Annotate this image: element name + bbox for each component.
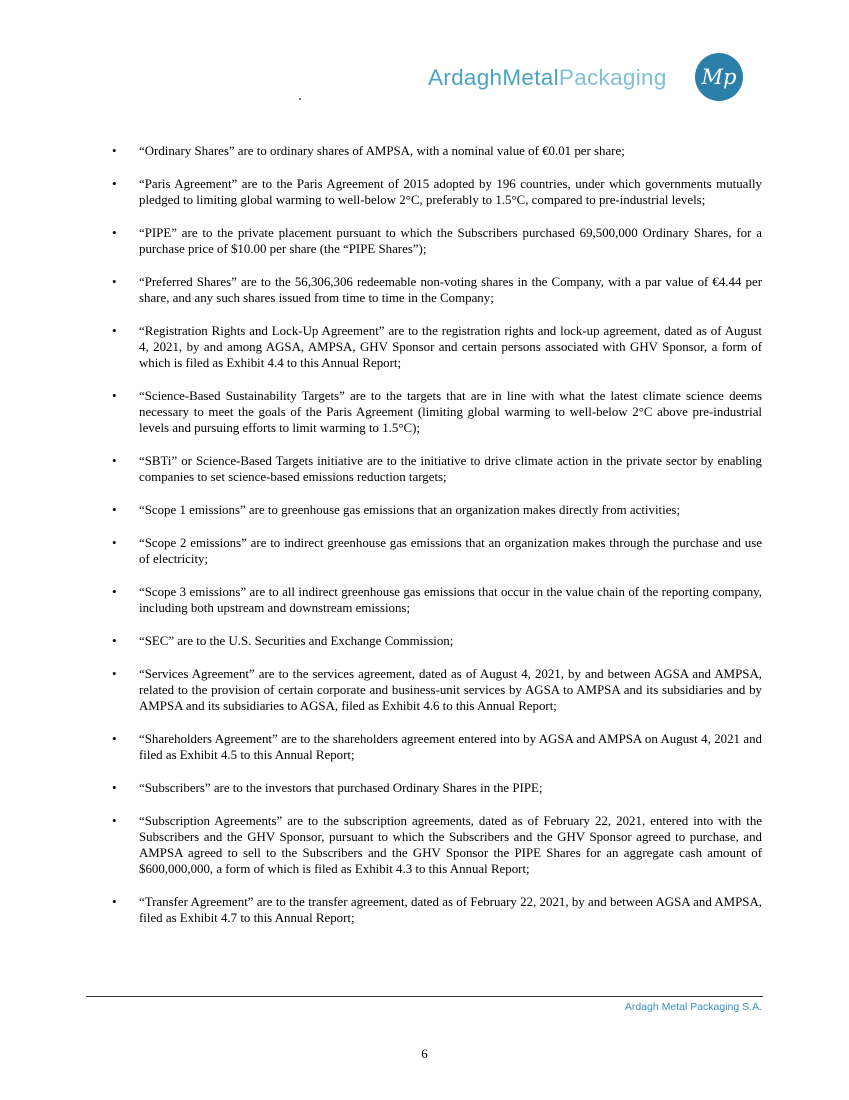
definition-text: “PIPE” are to the private placement pursuant to which the Subscribers purchased 69,500,000 Ordinary Shares, for a purchase price of $10.00 per share (the “PIPE Shares”); bbox=[139, 226, 762, 256]
definition-text: “Paris Agreement” are to the Paris Agreement of 2015 adopted by 196 countries, under which governments mutually pledged to limiting global warming to well-below 2°C, preferably to 1.5°C, compared to pre-industrial levels; bbox=[139, 177, 762, 207]
definition-text: “Shareholders Agreement” are to the shareholders agreement entered into by AGSA and AMPSA on August 4, 2021 and filed as Exhibit 4.5 to this Annual Report; bbox=[139, 732, 762, 762]
brand-word-metal: Metal bbox=[502, 65, 559, 90]
definition-item bbox=[110, 323, 762, 371]
definition-item bbox=[110, 894, 762, 926]
definition-item bbox=[110, 813, 762, 877]
definition-item bbox=[110, 453, 762, 485]
definition-text: “Subscribers” are to the investors that purchased Ordinary Shares in the PIPE; bbox=[139, 781, 543, 795]
definition-text: “Scope 3 emissions” are to all indirect greenhouse gas emissions that occur in the value chain of the reporting company, including both upstream and downstream emissions; bbox=[139, 585, 762, 615]
definition-item bbox=[110, 502, 762, 518]
bullet-icon: • bbox=[112, 780, 117, 795]
bullet-icon: • bbox=[112, 143, 117, 158]
bullet-icon: • bbox=[112, 176, 117, 191]
bullet-icon: • bbox=[112, 731, 117, 746]
bullet-icon: • bbox=[112, 633, 117, 648]
definition-text: “Registration Rights and Lock-Up Agreement” are to the registration rights and lock-up agreement, dated as of August 4, 2021, by and among AGSA, AMPSA, GHV Sponsor and certain persons associated with GHV Sponsor, a form of which is filed as Exhibit 4.4 to this Annual Report; bbox=[139, 324, 762, 370]
definition-item bbox=[110, 388, 762, 436]
brand-wordmark bbox=[428, 65, 667, 91]
definition-text: “Services Agreement” are to the services agreement, dated as of August 4, 2021, by and between AGSA and AMPSA, related to the provision of certain corporate and business-unit services by AGSA to AMPSA and its subsidiaries and by AMPSA and its subsidiaries to AGSA, filed as Exhibit 4.6 to this Annual Report; bbox=[139, 667, 762, 713]
bullet-icon: • bbox=[112, 388, 117, 403]
bullet-icon: • bbox=[112, 584, 117, 599]
definition-text: “Ordinary Shares” are to ordinary shares of AMPSA, with a nominal value of €0.01 per share; bbox=[139, 144, 625, 158]
definition-text: “Subscription Agreements” are to the subscription agreements, dated as of February 22, 2021, entered into with the Subscribers and the GHV Sponsor, pursuant to which the Subscribers and the GHV Sponsor agreed to purchase, and AMPSA agreed to sell to the Subscribers and the GHV Sponsor the PIPE Shares for an aggregate cash amount of $600,000,000, a form of which is filed as Exhibit 4.3 to this Annual Report; bbox=[139, 814, 762, 876]
logo-monogram-text: Mp bbox=[701, 65, 737, 89]
definition-item bbox=[110, 176, 762, 208]
footer-divider bbox=[86, 996, 763, 997]
definition-text: “SBTi” or Science-Based Targets initiative are to the initiative to drive climate action in the private sector by enabling companies to set science-based emissions reduction targets; bbox=[139, 454, 762, 484]
bullet-icon: • bbox=[112, 225, 117, 240]
definition-item bbox=[110, 535, 762, 567]
definition-item bbox=[110, 584, 762, 616]
definition-text: “Preferred Shares” are to the 56,306,306 redeemable non-voting shares in the Company, with a par value of €4.44 per share, and any such shares issued from time to time in the Company; bbox=[139, 275, 762, 305]
bullet-icon: • bbox=[112, 894, 117, 909]
definition-item bbox=[110, 731, 762, 763]
bullet-icon: • bbox=[112, 813, 117, 828]
page-number: 6 bbox=[421, 1046, 428, 1061]
amp-monogram-icon bbox=[694, 52, 744, 102]
bullet-icon: • bbox=[112, 666, 117, 681]
definition-text: “Science-Based Sustainability Targets” are to the targets that are in line with what the latest climate science deems necessary to meet the goals of the Paris Agreement (limiting global warming to well-below 2°C above pre-industrial levels and pursuing efforts to limit warming to 1.5°C); bbox=[139, 389, 762, 435]
company-logo bbox=[428, 52, 744, 108]
definition-text: “Scope 1 emissions” are to greenhouse gas emissions that an organization makes directly from activities; bbox=[139, 503, 681, 517]
definition-item bbox=[110, 274, 762, 306]
footer-company-name: Ardagh Metal Packaging S.A. bbox=[624, 1001, 762, 1013]
bullet-icon: • bbox=[112, 274, 117, 289]
brand-word-packaging: Packaging bbox=[558, 65, 667, 90]
definition-item bbox=[110, 143, 762, 159]
definitions-list bbox=[110, 143, 762, 926]
definition-item bbox=[110, 666, 762, 714]
definition-text: “SEC” are to the U.S. Securities and Exchange Commission; bbox=[139, 634, 454, 648]
brand-word-ardagh: Ardagh bbox=[428, 65, 503, 90]
stray-dot bbox=[299, 98, 301, 100]
bullet-icon: • bbox=[112, 502, 117, 517]
bullet-icon: • bbox=[112, 453, 117, 468]
definition-item bbox=[110, 633, 762, 649]
bullet-icon: • bbox=[112, 535, 117, 550]
definition-text: “Transfer Agreement” are to the transfer agreement, dated as of February 22, 2021, by and between AGSA and AMPSA, filed as Exhibit 4.7 to this Annual Report; bbox=[139, 895, 762, 925]
definition-item bbox=[110, 225, 762, 257]
definition-item bbox=[110, 780, 762, 796]
bullet-icon: • bbox=[112, 323, 117, 338]
definition-text: “Scope 2 emissions” are to indirect greenhouse gas emissions that an organization makes through the purchase and use of electricity; bbox=[139, 536, 762, 566]
